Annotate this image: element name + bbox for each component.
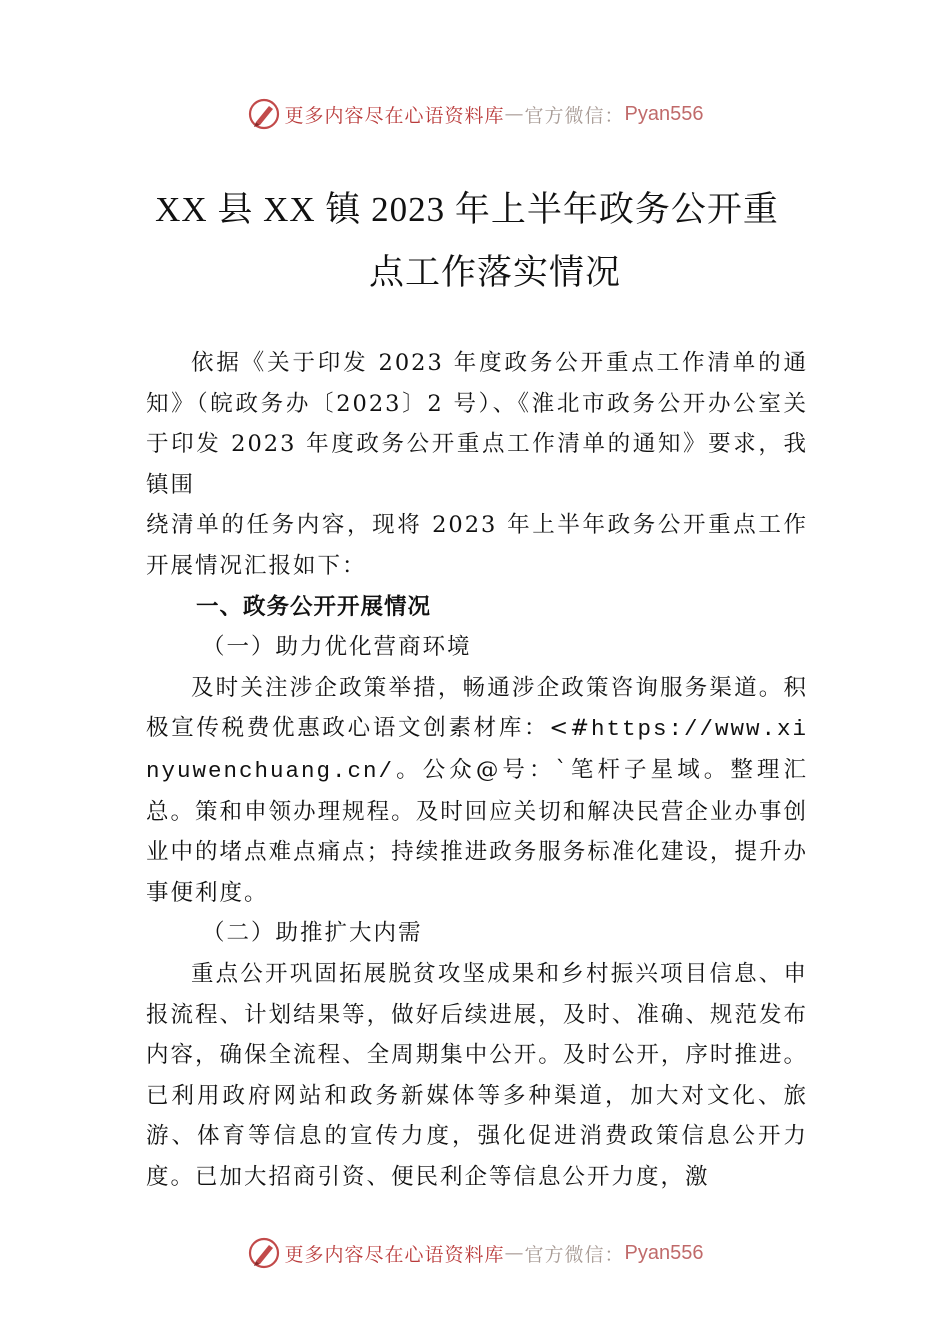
pen-logo-icon xyxy=(247,97,281,131)
banner-dash: — xyxy=(504,103,525,125)
banner-wechat-label: 官方微信： xyxy=(524,1243,625,1266)
website-url-link[interactable]: https://www.xinyuwenchuang.cn/ xyxy=(146,716,808,784)
subsection-heading-2: （二）助推扩大内需 xyxy=(202,920,423,947)
subsection-1-text-a: 及时关注涉企政策举措，畅通涉企政策咨询服务渠道。积极宣传税费优惠政心语文创素材库：<# xyxy=(146,674,808,742)
banner-wechat-id: Pyan556 xyxy=(624,1241,704,1264)
banner-wechat-label: 官方微信： xyxy=(524,104,625,127)
subsection-2-paragraph: 重点公开巩固拓展脱贫攻坚成果和乡村振兴项目信息、申报流程、计划结果等，做好后续进展，及时、准确、规范发布内容，确保全流程、全周期集中公开。及时公开，序时推进。已利用政府网站和政务新媒体等多种渠道，加大对文化、旅游、体育等信息的宣传力度，强化促进消费政策信息公开力度。已加大招商引资、便民利企等信息公开力度，激 xyxy=(146,960,808,1190)
banner-dash: — xyxy=(504,1242,525,1264)
subsection-heading-1: （一）助力优化营商环境 xyxy=(202,634,472,661)
pen-logo-icon xyxy=(247,1236,281,1270)
banner-main-text: 更多内容尽在心语资料库 xyxy=(284,1243,505,1266)
footer-banner xyxy=(0,1233,950,1273)
banner-wechat-id: Pyan556 xyxy=(624,102,704,125)
intro-paragraph-continued: 绕清单的任务内容，现将 2023 年上半年政务公开重点工作开展情况汇报如下： xyxy=(146,512,808,579)
intro-paragraph: 依据《关于印发 2023 年度政务公开重点工作清单的通知》（皖政务办〔2023〕2 号）、《淮北市政务公开办公室关于印发 2023 年度政务公开重点工作清单的通知》要求，我镇围 xyxy=(146,350,808,498)
document-title-line1: XX 县 XX 镇 2023 年上半年政务公开重 xyxy=(155,190,779,229)
document-body xyxy=(146,343,808,1197)
subsection-1-paragraph xyxy=(146,668,808,914)
section-heading-1: 一、政务公开开展情况 xyxy=(196,593,432,620)
banner-main-text: 更多内容尽在心语资料库 xyxy=(284,104,505,127)
document-title-line2: 点工作落实情况 xyxy=(368,253,621,292)
subsection-1-text-b: 。公众@号：`笔杆子星域。整理汇总。策和申领办理规程。及时回应关切和解决民营企业办事创业中的堵点难点痛点；持续推进政务服务标准化建设，提升办事便利度。 xyxy=(146,756,808,906)
header-banner xyxy=(0,94,950,134)
